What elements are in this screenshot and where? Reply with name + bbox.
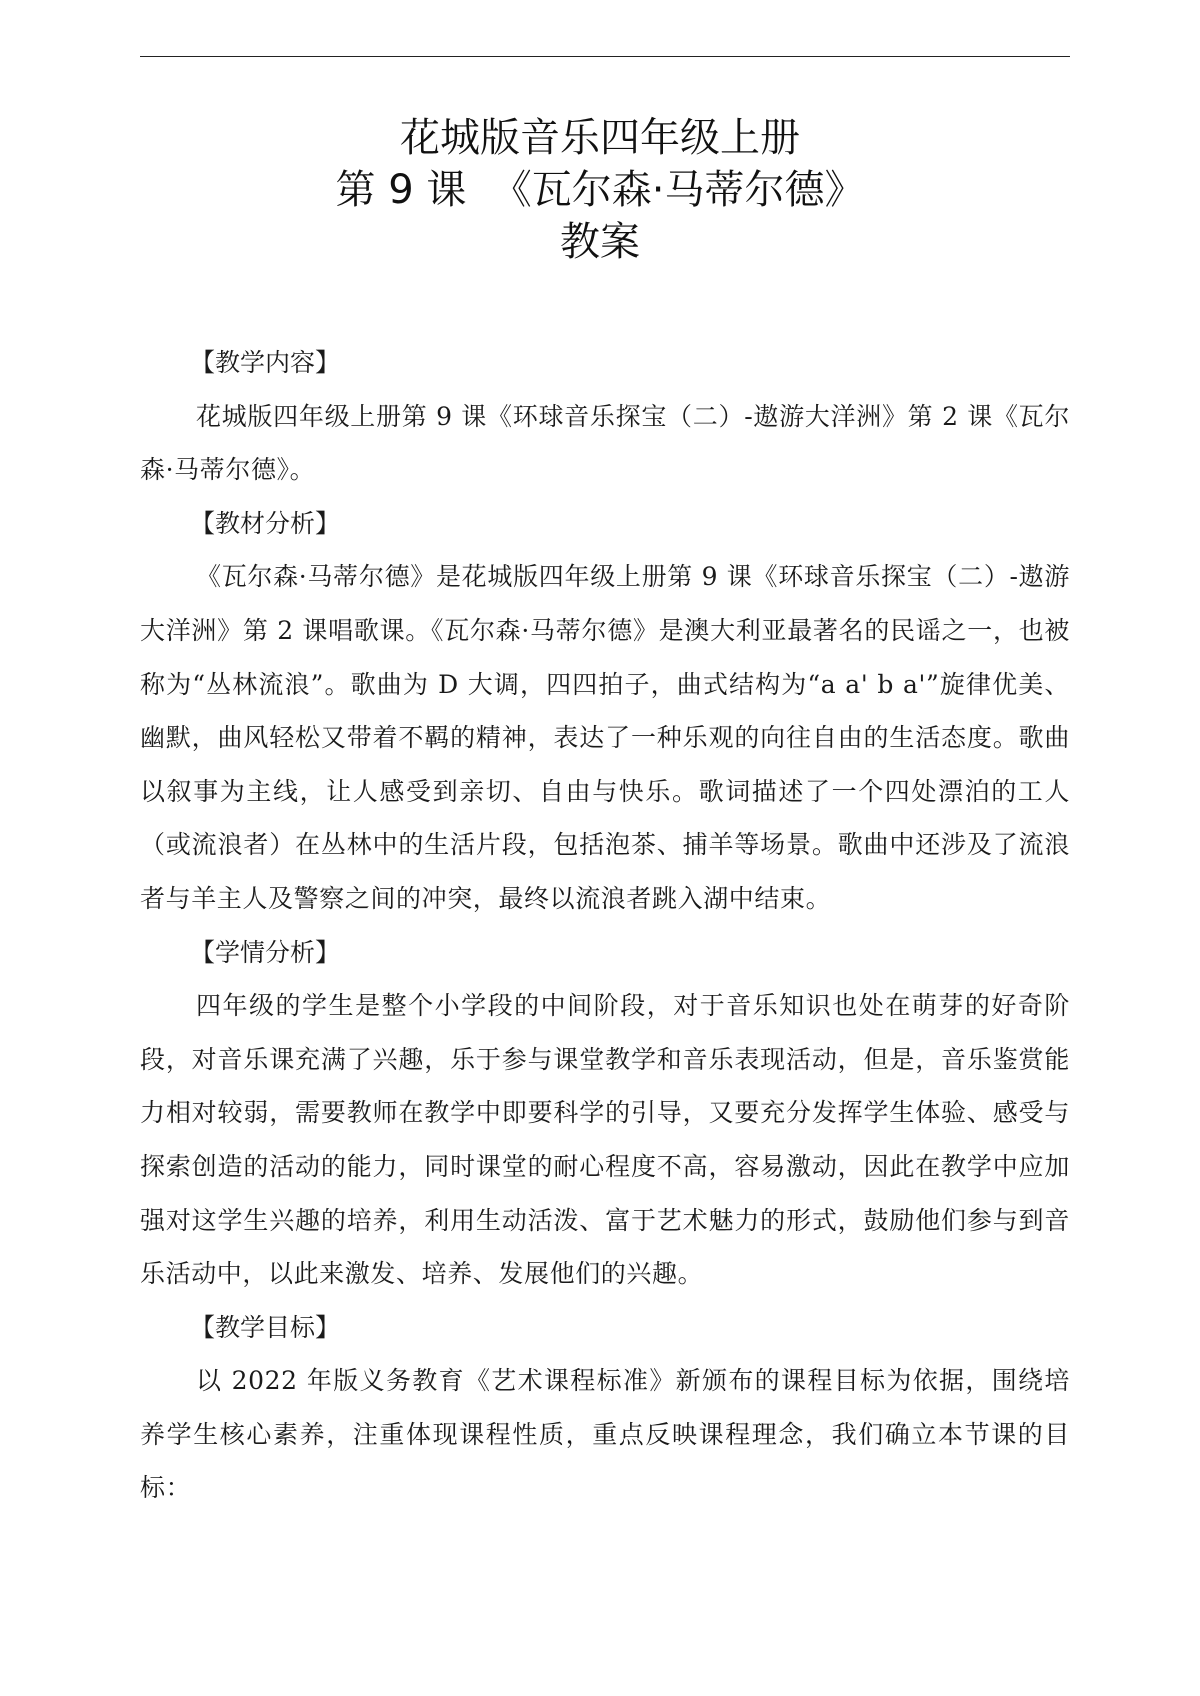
- section-paragraph: 《瓦尔森·马蒂尔德》是花城版四年级上册第 9 课《环球音乐探宝（二）-遨游大洋洲》第 2 课唱歌课。《瓦尔森·马蒂尔德》是澳大利亚最著名的民谣之一，也被称为“丛林流浪”。歌曲为 D 大调，四四拍子，曲式结构为“a a' b a'”旋律优美、幽默，曲风轻松又带着不羁的精神，表达了一种乐观的向往自由的生活态度。歌曲以叙事为主线，让人感受到亲切、自由与快乐。歌词描述了一个四处漂泊的工人（或流浪者）在丛林中的生活片段，包括泡茶、捕羊等场景。歌曲中还涉及了流浪者与羊主人及警察之间的冲突，最终以流浪者跳入湖中结束。: [140, 562, 1070, 913]
- section-teaching-goals: [140, 1301, 1070, 1515]
- section-heading: 【教材分析】: [190, 508, 341, 538]
- title-line-3: 教案: [560, 219, 640, 265]
- header-rule: [140, 56, 1070, 57]
- section-paragraph: 以 2022 年版义务教育《艺术课程标准》新颁布的课程目标为依据，围绕培养学生核心素养，注重体现课程性质，重点反映课程理念，我们确立本节课的目标：: [140, 1366, 1070, 1503]
- section-student-analysis: [140, 926, 1070, 1301]
- document-title: [0, 112, 1200, 268]
- title-line-1: 花城版音乐四年级上册: [400, 115, 800, 161]
- section-teaching-content: [140, 336, 1070, 497]
- section-paragraph: 四年级的学生是整个小学段的中间阶段，对于音乐知识也处在萌芽的好奇阶段，对音乐课充满了兴趣，乐于参与课堂教学和音乐表现活动，但是，音乐鉴赏能力相对较弱，需要教师在教学中即要科学的引导，又要充分发挥学生体验、感受与探索创造的活动的能力，同时课堂的耐心程度不高，容易激动，因此在教学中应加强对这学生兴趣的培养，利用生动活泼、富于艺术魅力的形式，鼓励他们参与到音乐活动中，以此来激发、培养、发展他们的兴趣。: [140, 991, 1070, 1289]
- title-line-2: 第 9 课 《瓦尔森·马蒂尔德》: [335, 167, 865, 213]
- document-body: [140, 336, 1070, 1515]
- section-material-analysis: [140, 497, 1070, 926]
- section-heading: 【教学目标】: [190, 1312, 341, 1342]
- section-heading: 【学情分析】: [190, 937, 341, 967]
- section-heading: 【教学内容】: [190, 348, 341, 377]
- section-paragraph: 花城版四年级上册第 9 课《环球音乐探宝（二）-遨游大洋洲》第 2 课《瓦尔森·马蒂尔德》。: [140, 401, 1070, 485]
